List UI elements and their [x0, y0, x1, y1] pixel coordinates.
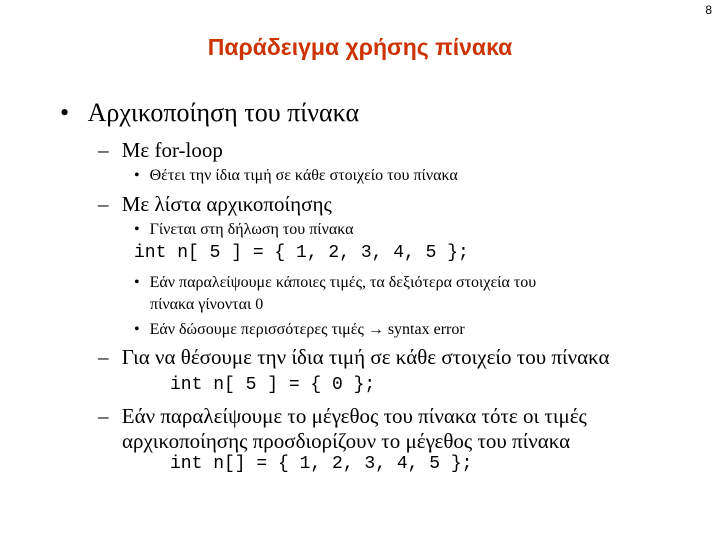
bullet-dot: •: [134, 321, 140, 338]
bullet-text: Αρχικοποίηση του πίνακα: [87, 98, 360, 127]
code-example-3: int n[] = { 1, 2, 3, 4, 5 };: [170, 454, 473, 474]
bullet-text: Με for-loop: [121, 138, 223, 162]
syntax-error-text: syntax error: [387, 321, 465, 338]
slide-title: Παράδειγμα χρήσης πίνακα: [207, 34, 513, 60]
bullet-dot: •: [60, 98, 70, 127]
sub-bullet-same-value: [98, 345, 610, 370]
sub-sub-bullet-declaration: [134, 221, 354, 239]
right-arrow-icon: →: [367, 321, 384, 338]
sub-bullet-init-list: [98, 192, 332, 217]
dash-marker: –: [98, 345, 109, 369]
bullet-array-initialization: [60, 98, 359, 128]
bullet-dot: •: [134, 167, 140, 184]
code-example-2: int n[ 5 ] = { 0 };: [170, 375, 376, 395]
bullet-text: Με λίστα αρχικοποίησης: [121, 192, 332, 216]
bullet-text: Εάν δώσουμε περισσότερες τιμές: [149, 321, 364, 338]
omit-values-continuation: πίνακα γίνονται 0: [150, 296, 264, 313]
dash-marker: –: [98, 138, 109, 162]
sub-sub-bullet-more-values: [134, 321, 465, 339]
dash-marker: –: [98, 404, 109, 428]
dash-marker: –: [98, 192, 109, 216]
omit-size-continuation: αρχικοποίησης προσδιορίζουν το μέγεθος του πίνακα: [122, 429, 571, 453]
sub-sub-bullet-omit-values: [134, 274, 536, 292]
bullet-text: Για να θέσουμε την ίδια τιμή σε κάθε στοιχείο του πίνακα: [121, 345, 610, 369]
bullet-dot: •: [134, 274, 140, 291]
code-example-1: int n[ 5 ] = { 1, 2, 3, 4, 5 };: [134, 243, 469, 263]
bullet-text: Θέτει την ίδια τιμή σε κάθε στοιχείο του πίνακα: [149, 167, 458, 184]
sub-bullet-for-loop: [98, 138, 223, 163]
bullet-text: Εάν παραλείψουμε το μέγεθος του πίνακα τότε οι τιμές: [121, 404, 587, 428]
bullet-text: Γίνεται στη δήλωση του πίνακα: [149, 221, 354, 238]
page-number: 8: [705, 3, 712, 17]
sub-sub-bullet-for-loop-desc: [134, 167, 458, 185]
bullet-dot: •: [134, 221, 140, 238]
bullet-text: Εάν παραλείψουμε κάποιες τιμές, τα δεξιότερα στοιχεία του: [149, 274, 537, 291]
sub-bullet-omit-size: [98, 404, 587, 429]
